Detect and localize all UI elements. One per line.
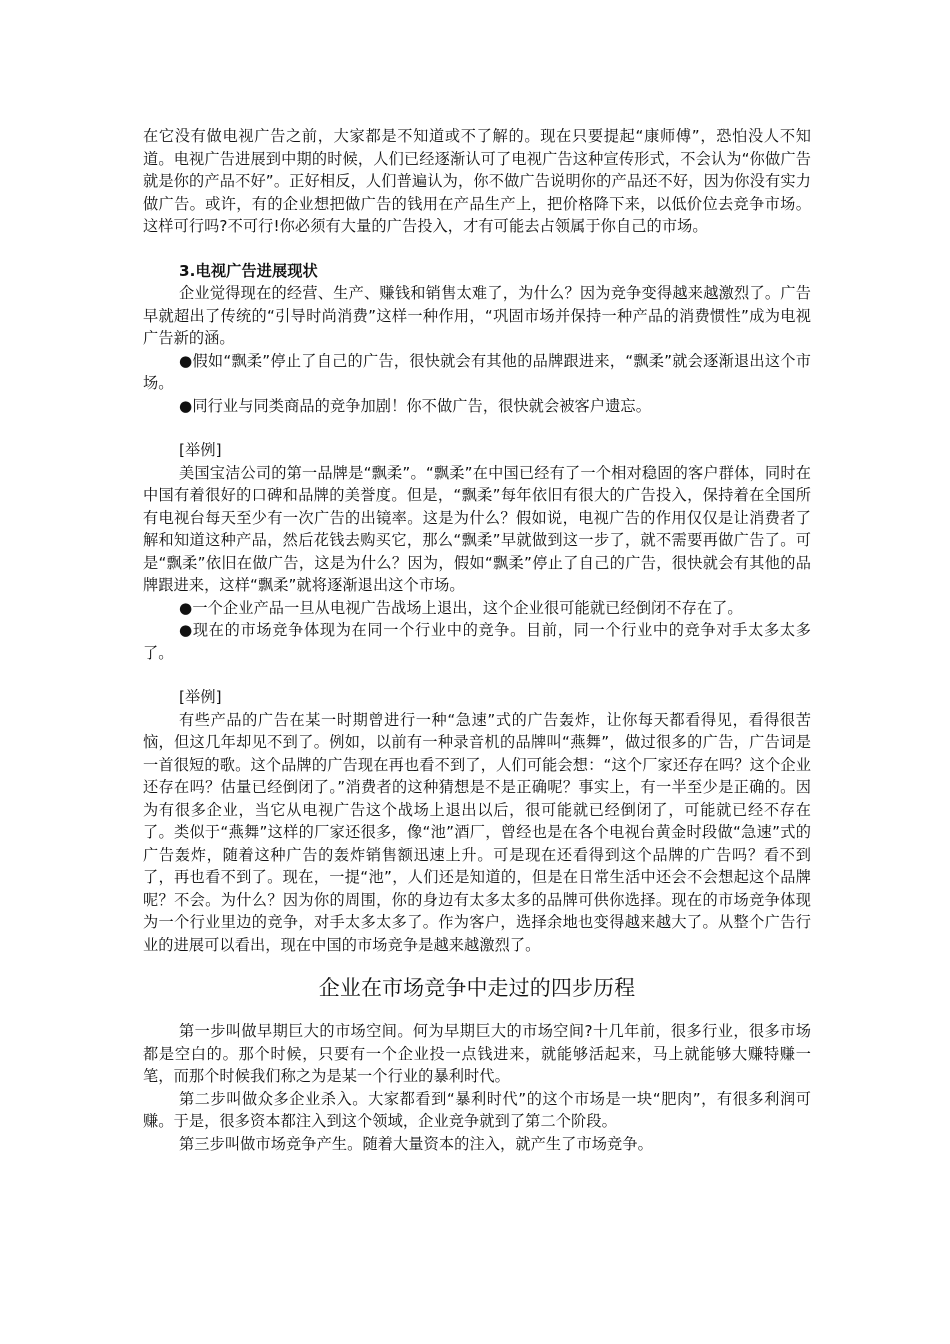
stage-two-paragraph: 第二步叫做众多企业杀入。大家都看到“暴利时代”的这个市场是一块“肥肉”，有很多利润可赚。于是，很多资本都注入到这个领域，企业竞争就到了第二个阶段。 (143, 1089, 811, 1130)
example-label-1: [举例] (179, 441, 222, 459)
stage-three-paragraph: 第三步叫做市场竞争产生。随着大量资本的注入，就产生了市场竞争。 (179, 1134, 653, 1153)
example-label-2: [举例] (179, 688, 222, 706)
example-text-rejoice: 美国宝洁公司的第一品牌是“飘柔”。“飘柔”在中国已经有了一个相对稳固的客户群体，同时在中国有着很好的口碑和品牌的美誉度。但是，“飘柔”每年依旧有很大的广告投入，保持着在全国所有电视台每天至少有一次广告的出镜率。这是为什么？假如说，电视广告的作用仅仅是让消费者了解和知道这种产品，然后花钱去购买它，那么“飘柔”早就做到这一步了，就不需要再做广告了。可是“飘柔”依旧在做广告，这是为什么？因为，假如“飘柔”停止了自己的广告，很快就会有其他的品牌跟进来，这样“飘柔”就将逐渐退出这个市场。 (143, 463, 811, 594)
section-title-four-stages: 企业在市场竞争中走过的四步历程 (318, 976, 636, 1000)
bullet-rejoice-stop-ads: ●假如“飘柔”停止了自己的广告，很快就会有其他的品牌跟进来，“飘柔”就会逐渐退出这个市场。 (143, 351, 811, 392)
document-body (143, 125, 811, 1155)
paragraph-tv-ad-history: 在它没有做电视广告之前，大家都是不知道或不了解的。现在只要提起“康师傅”，恐怕没人不知道。电视广告进展到中期的时候，人们已经逐渐认可了电视广告这种宣传形式，不会认为“你做广告就是你的产品不好”。正好相反，人们普遍认为，你不做广告说明你的产品还不好，因为你没有实力做广告。或许，有的企业想把做广告的钱用在产品生产上，把价格降下来，以低价位去竞争市场。这样可行吗?不可行!你必须有大量的广告投入，才有可能去占领属于你自己的市场。 (143, 127, 811, 235)
section-heading-tv-ad-status: 3.电视广告进展现状 (179, 261, 318, 280)
example-text-yanwu: 有些产品的广告在某一时期曾进行一种“急速”式的广告轰炸，让你每天都看得见，看得很苦恼，但这几年却见不到了。例如，以前有一种录音机的品牌叫“燕舞”，做过很多的广告，广告词是一首很短的歌。这个品牌的广告现在再也看不到了，人们可能会想：“这个厂家还存在吗？这个企业还存在吗？估量已经倒闭了。”消费者的这种猜想是不是正确呢？事实上，有一半至少是正确的。因为有很多企业，当它从电视广告这个战场上退出以后，很可能就已经倒闭了，可能就已经不存在了。类似于“燕舞”这样的厂家还很多，像“池”酒厂，曾经也是在各个电视台黄金时段做“急速”式的广告轰炸，随着这种广告的轰炸销售额迅速上升。可是现在还看得到这个品牌的广告吗？看不到了，再也看不到了。现在，一提“池”，人们还是知道的，但是在日常生活中还会不会想起这个品牌呢？不会。为什么？因为你的周围，你的身边有太多太多的品牌可供你选择。现在的市场竞争体现为一个行业里边的竞争，对手太多太多了。作为客户，选择余地也变得越来越大了。从整个广告行业的进展可以看出，现在中国的市场竞争是越来越激烈了。 (143, 710, 811, 954)
bullet-competition-intensified: ●同行业与同类商品的竞争加剧！你不做广告，很快就会被客户遗忘。 (179, 396, 651, 415)
stage-one-paragraph: 第一步叫做早期巨大的市场空间。何为早期巨大的市场空间?十几年前，很多行业，很多市场都是空白的。那个时候，只要有一个企业投一点钱进来，就能够活起来，马上就能够大赚特赚一笔，而那个时候我们称之为是某一个行业的暴利时代。 (143, 1022, 811, 1085)
paragraph-competition: 企业觉得现在的经营、生产、赚钱和销售太难了，为什么？因为竞争变得越来越激烈了。广告早就超出了传统的“引导时尚消费”这样一种作用，“巩固市场并保持一种产品的消费惯性”成为电视广告新的涵。 (143, 284, 811, 347)
bullet-exit-means-closure: ●一个企业产品一旦从电视广告战场上退出，这个企业很可能就已经倒闭不存在了。 (179, 598, 743, 617)
bullet-same-industry-competition: ●现在的市场竞争体现为在同一个行业中的竞争。目前，同一个行业中的竞争对手太多太多了。 (143, 621, 811, 662)
